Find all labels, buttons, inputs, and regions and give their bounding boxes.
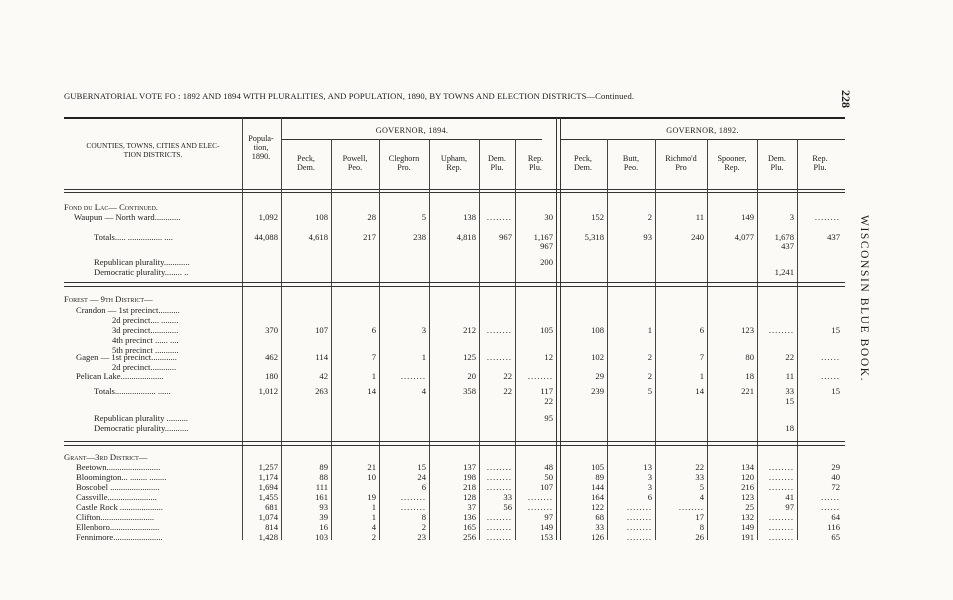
table-cell: 107 bbox=[540, 482, 553, 492]
table-cell: 2 bbox=[421, 522, 426, 532]
table-cell: ........ bbox=[527, 371, 553, 381]
table-cell: 22 bbox=[544, 396, 553, 406]
table-cell: 221 bbox=[741, 386, 754, 396]
table-cell: 216 bbox=[741, 482, 754, 492]
table-cell: 40 bbox=[831, 472, 840, 482]
table-cell: 28 bbox=[367, 212, 376, 222]
table-cell: 6 bbox=[699, 325, 704, 335]
table-cell: 88 bbox=[319, 472, 328, 482]
table-cell: 3 bbox=[789, 212, 794, 222]
row-label: Fond du Lac— Continued. bbox=[64, 202, 158, 212]
table-cell: 122 bbox=[591, 502, 604, 512]
table-cell: 116 bbox=[827, 522, 840, 532]
table-cell: 120 bbox=[741, 472, 754, 482]
table-cell: 200 bbox=[540, 257, 553, 267]
table-row bbox=[0, 371, 953, 381]
table-cell: ...... bbox=[821, 492, 840, 502]
table-cell: 11 bbox=[695, 212, 704, 222]
population-header bbox=[242, 134, 280, 161]
table-cell: 19 bbox=[367, 492, 376, 502]
table-cell: ........ bbox=[678, 502, 704, 512]
table-cell: 1,092 bbox=[258, 212, 278, 222]
column-header-line: Pro. bbox=[397, 163, 411, 172]
table-cell: ........ bbox=[768, 512, 794, 522]
row-label: 2d precinct.... ........ bbox=[112, 315, 179, 325]
table-cell: 89 bbox=[319, 462, 328, 472]
table-row bbox=[0, 294, 953, 304]
section-rule bbox=[64, 282, 845, 283]
row-label: Ellenboro....................... bbox=[76, 522, 160, 532]
table-cell: 136 bbox=[463, 512, 476, 522]
column-header-line: Peck, bbox=[297, 154, 315, 163]
page-number: 228 bbox=[839, 90, 853, 108]
stub-header-line: COUNTIES, TOWNS, CITIES AND ELEC- bbox=[86, 141, 220, 150]
row-label: Crandon — 1st precinct.......... bbox=[76, 305, 180, 315]
table-cell: 165 bbox=[463, 522, 476, 532]
column-header bbox=[758, 154, 796, 172]
column-header-line: Plu. bbox=[813, 163, 827, 172]
row-label: Castle Rock .................... bbox=[76, 502, 163, 512]
row-label: 2d precinct............ bbox=[112, 362, 177, 372]
table-cell: 4,077 bbox=[734, 232, 754, 242]
row-label: Grant—3rd District— bbox=[64, 452, 148, 462]
table-cell: 164 bbox=[591, 492, 604, 502]
table-row bbox=[0, 396, 953, 406]
column-header bbox=[380, 154, 428, 172]
table-cell: 1 bbox=[699, 371, 704, 381]
header-bottom-rule bbox=[64, 189, 845, 190]
table-cell: 23 bbox=[417, 532, 426, 542]
table-cell: 123 bbox=[741, 492, 754, 502]
row-label: Cassville....................... bbox=[76, 492, 157, 502]
table-cell: 144 bbox=[591, 482, 604, 492]
table-cell: ........ bbox=[486, 325, 512, 335]
table-cell: 18 bbox=[745, 371, 754, 381]
table-cell: 8 bbox=[421, 512, 426, 522]
table-cell: 20 bbox=[467, 371, 476, 381]
column-header-line: Upham, bbox=[440, 154, 468, 163]
column-header-line: Peck, bbox=[574, 154, 592, 163]
table-cell: 89 bbox=[595, 472, 604, 482]
table-cell: 1,074 bbox=[258, 512, 278, 522]
table-cell: 123 bbox=[741, 325, 754, 335]
table-cell: 18 bbox=[785, 423, 794, 433]
table-cell: 681 bbox=[265, 502, 278, 512]
table-cell: 93 bbox=[319, 502, 328, 512]
table-row bbox=[0, 512, 953, 522]
table-cell: 4,618 bbox=[308, 232, 328, 242]
table-cell: 22 bbox=[503, 386, 512, 396]
table-cell: 103 bbox=[315, 532, 328, 542]
table-cell: ........ bbox=[527, 502, 553, 512]
column-header-line: Pro bbox=[675, 163, 687, 172]
table-cell: 149 bbox=[540, 522, 553, 532]
table-cell: 1,455 bbox=[258, 492, 278, 502]
table-cell: 8 bbox=[699, 522, 704, 532]
table-cell: 48 bbox=[544, 462, 553, 472]
side-title: WISCONSIN BLUE BOOK. bbox=[858, 215, 870, 383]
table-row bbox=[0, 423, 953, 433]
table-cell: 4 bbox=[421, 386, 426, 396]
table-row bbox=[0, 325, 953, 335]
table-cell: ........ bbox=[626, 512, 652, 522]
table-cell: 149 bbox=[741, 212, 754, 222]
table-cell: 1 bbox=[371, 371, 376, 381]
table-cell: 15 bbox=[831, 386, 840, 396]
running-head: GUBERNATORIAL VOTE FO : 1892 AND 1894 WITH PLURALITIES, AND POPULATION, 1890, BY TOWNS AND ELECTION DISTRICTS—Continued. bbox=[64, 91, 635, 101]
table-cell: 239 bbox=[591, 386, 604, 396]
table-cell: ...... bbox=[821, 352, 840, 362]
table-row bbox=[0, 267, 953, 277]
table-cell: 6 bbox=[421, 482, 426, 492]
table-cell: ...... bbox=[821, 502, 840, 512]
table-cell: 1,167 bbox=[533, 232, 553, 242]
row-label: Boscobel ....................... bbox=[76, 482, 160, 492]
table-cell: 1,428 bbox=[258, 532, 278, 542]
row-label: Democratic plurality........ .. bbox=[94, 267, 189, 277]
row-label: 5th precinct ........... bbox=[112, 345, 179, 355]
table-cell: 22 bbox=[695, 462, 704, 472]
table-cell: 108 bbox=[591, 325, 604, 335]
table-cell: ........ bbox=[486, 212, 512, 222]
row-label: Totals..... ................ .... bbox=[94, 232, 173, 242]
column-header-line: Spooner, bbox=[717, 154, 747, 163]
section-rule bbox=[64, 445, 845, 446]
table-cell: ........ bbox=[768, 325, 794, 335]
column-header bbox=[608, 154, 654, 172]
population-header-line: 1890. bbox=[251, 152, 271, 161]
table-cell: 108 bbox=[315, 212, 328, 222]
table-row bbox=[0, 335, 953, 345]
table-cell: 15 bbox=[831, 325, 840, 335]
row-label: 4th precinct ...... .... bbox=[112, 335, 179, 345]
table-row bbox=[0, 452, 953, 462]
table-cell: 44,088 bbox=[254, 232, 278, 242]
table-cell: 4,818 bbox=[456, 232, 476, 242]
table-cell: 180 bbox=[265, 371, 278, 381]
table-cell: 256 bbox=[463, 532, 476, 542]
table-cell: 4 bbox=[699, 492, 704, 502]
table-cell: 198 bbox=[463, 472, 476, 482]
table-cell: 152 bbox=[591, 212, 604, 222]
table-cell: 15 bbox=[417, 462, 426, 472]
table-cell: 14 bbox=[695, 386, 704, 396]
table-cell: ........ bbox=[626, 502, 652, 512]
column-header-line: Peo. bbox=[623, 163, 639, 172]
table-cell: 358 bbox=[463, 386, 476, 396]
column-header bbox=[282, 154, 330, 172]
table-cell: 238 bbox=[413, 232, 426, 242]
table-row bbox=[0, 352, 953, 362]
table-cell: 111 bbox=[315, 482, 328, 492]
table-cell: 97 bbox=[544, 512, 553, 522]
table-cell: 30 bbox=[544, 212, 553, 222]
row-label: 3d precinct............. bbox=[112, 325, 179, 335]
table-top-rule bbox=[64, 117, 845, 119]
table-cell: 102 bbox=[591, 352, 604, 362]
column-header-line: Dem. bbox=[488, 154, 506, 163]
table-cell: ........ bbox=[626, 532, 652, 542]
table-row bbox=[0, 492, 953, 502]
table-cell: 153 bbox=[540, 532, 553, 542]
table-cell: 240 bbox=[691, 232, 704, 242]
table-cell: 117 bbox=[540, 386, 553, 396]
table-row bbox=[0, 386, 953, 396]
row-label: Democratic plurality........... bbox=[94, 423, 189, 433]
table-row bbox=[0, 462, 953, 472]
column-header-line: Rep. bbox=[527, 154, 544, 163]
table-cell: ........ bbox=[768, 472, 794, 482]
table-row bbox=[0, 522, 953, 532]
table-cell: ........ bbox=[768, 532, 794, 542]
table-cell: ........ bbox=[814, 212, 840, 222]
table-cell: 134 bbox=[741, 462, 754, 472]
column-header-line: Dem. bbox=[768, 154, 786, 163]
table-cell: 437 bbox=[827, 232, 840, 242]
table-cell: 5 bbox=[647, 386, 652, 396]
table-cell: 967 bbox=[499, 232, 512, 242]
column-header-line: Rep. bbox=[724, 163, 740, 172]
table-row bbox=[0, 241, 953, 251]
table-cell: 1,174 bbox=[258, 472, 278, 482]
column-header-line: Rep. bbox=[812, 154, 828, 163]
section-rule bbox=[64, 441, 845, 442]
table-cell: 218 bbox=[463, 482, 476, 492]
column-header-line: Rep. bbox=[446, 163, 462, 172]
table-cell: ........ bbox=[486, 462, 512, 472]
table-cell: 5 bbox=[421, 212, 426, 222]
table-cell: 814 bbox=[265, 522, 278, 532]
table-cell: 191 bbox=[741, 532, 754, 542]
table-cell: ........ bbox=[768, 462, 794, 472]
table-cell: 50 bbox=[544, 472, 553, 482]
table-cell: ........ bbox=[768, 482, 794, 492]
table-cell: 33 bbox=[595, 522, 604, 532]
table-cell: 114 bbox=[315, 352, 328, 362]
table-cell: 95 bbox=[544, 413, 553, 423]
table-cell: 217 bbox=[363, 232, 376, 242]
table-cell: 24 bbox=[417, 472, 426, 482]
table-cell: 1 bbox=[421, 352, 426, 362]
stub-header bbox=[64, 141, 242, 159]
table-cell: 161 bbox=[315, 492, 328, 502]
table-cell: 10 bbox=[367, 472, 376, 482]
row-label: Bloomington... ........ ........ bbox=[76, 472, 167, 482]
table-row bbox=[0, 532, 953, 542]
header-bottom-rule-2 bbox=[64, 192, 845, 193]
column-header bbox=[332, 154, 378, 172]
table-row bbox=[0, 413, 953, 423]
governor-1894-header: GOVERNOR, 1894. bbox=[375, 126, 449, 135]
table-cell: ........ bbox=[486, 482, 512, 492]
table-cell: 263 bbox=[315, 386, 328, 396]
population-header-line: tion, bbox=[253, 143, 269, 152]
table-cell: ........ bbox=[400, 492, 426, 502]
table-cell: 93 bbox=[643, 232, 652, 242]
table-cell: ........ bbox=[400, 502, 426, 512]
column-header-line: Plu. bbox=[529, 163, 542, 172]
table-row bbox=[0, 472, 953, 482]
column-header bbox=[480, 154, 514, 172]
table-cell: 56 bbox=[503, 502, 512, 512]
table-cell: 2 bbox=[647, 212, 652, 222]
table-cell: 1,241 bbox=[774, 267, 794, 277]
table-cell: 2 bbox=[647, 352, 652, 362]
table-cell: 42 bbox=[319, 371, 328, 381]
table-cell: ........ bbox=[486, 512, 512, 522]
column-header-line: Powell, bbox=[342, 154, 368, 163]
table-cell: 212 bbox=[463, 325, 476, 335]
table-cell: 29 bbox=[831, 462, 840, 472]
table-cell: 1,012 bbox=[258, 386, 278, 396]
table-cell: 11 bbox=[785, 371, 794, 381]
group-1892-rule bbox=[560, 139, 845, 140]
table-cell: 22 bbox=[503, 371, 512, 381]
table-cell: 6 bbox=[647, 492, 652, 502]
table-cell: ........ bbox=[527, 492, 553, 502]
table-cell: ...... bbox=[821, 371, 840, 381]
column-header-line: Plu. bbox=[490, 163, 504, 172]
row-label: Clifton......................... bbox=[76, 512, 155, 522]
row-label: Republican plurality............ bbox=[94, 257, 190, 267]
table-cell: 138 bbox=[463, 212, 476, 222]
row-label: Beetown......................... bbox=[76, 462, 161, 472]
column-header-line: Cleghorn bbox=[388, 154, 420, 163]
table-cell: 437 bbox=[781, 241, 794, 251]
governor-1892-header: GOVERNOR, 1892. bbox=[666, 126, 739, 135]
table-cell: 33 bbox=[503, 492, 512, 502]
column-header bbox=[798, 154, 842, 172]
table-cell: 125 bbox=[463, 352, 476, 362]
row-label: Forest — 9th District— bbox=[64, 294, 153, 304]
table-cell: 65 bbox=[831, 532, 840, 542]
table-cell: 132 bbox=[741, 512, 754, 522]
table-cell: 33 bbox=[695, 472, 704, 482]
table-cell: 126 bbox=[591, 532, 604, 542]
table-cell: 68 bbox=[595, 512, 604, 522]
table-cell: 1,678 bbox=[774, 232, 794, 242]
table-cell: 105 bbox=[540, 325, 553, 335]
table-cell: 26 bbox=[695, 532, 704, 542]
table-cell: 15 bbox=[785, 396, 794, 406]
table-cell: 370 bbox=[265, 325, 278, 335]
table-cell: 3 bbox=[421, 325, 426, 335]
table-cell: 967 bbox=[540, 241, 553, 251]
table-cell: 37 bbox=[467, 502, 476, 512]
table-cell: 16 bbox=[319, 522, 328, 532]
table-cell: 12 bbox=[544, 352, 553, 362]
table-cell: 5,318 bbox=[584, 232, 604, 242]
row-label: Republican plurality .......... bbox=[94, 413, 189, 423]
column-header bbox=[560, 154, 606, 172]
table-cell: 7 bbox=[371, 352, 376, 362]
table-cell: 7 bbox=[699, 352, 704, 362]
table-cell: ........ bbox=[626, 522, 652, 532]
stub-header-line: TION DISTRICTS. bbox=[123, 150, 183, 159]
table-cell: 33 bbox=[785, 386, 794, 396]
table-cell: 39 bbox=[319, 512, 328, 522]
table-cell: 41 bbox=[785, 492, 794, 502]
table-cell: 107 bbox=[315, 325, 328, 335]
table-row bbox=[0, 502, 953, 512]
group-1894-rule bbox=[282, 139, 542, 140]
column-header-line: Dem. bbox=[574, 163, 592, 172]
table-cell: 1,694 bbox=[258, 482, 278, 492]
table-cell: 128 bbox=[463, 492, 476, 502]
table-cell: 21 bbox=[367, 462, 376, 472]
population-header-line: Popula- bbox=[248, 134, 274, 143]
table-cell: 22 bbox=[785, 352, 794, 362]
table-cell: 2 bbox=[647, 371, 652, 381]
column-header-line: Butt, bbox=[622, 154, 640, 163]
table-cell: 149 bbox=[741, 522, 754, 532]
table-cell: 462 bbox=[265, 352, 278, 362]
table-cell: ........ bbox=[486, 472, 512, 482]
column-header-line: Peo. bbox=[347, 163, 363, 172]
table-cell: 1 bbox=[371, 512, 376, 522]
table-row bbox=[0, 315, 953, 325]
table-cell: 17 bbox=[695, 512, 704, 522]
row-label: Totals................... ...... bbox=[94, 386, 171, 396]
table-row bbox=[0, 202, 953, 212]
table-cell: 3 bbox=[647, 482, 652, 492]
table-cell: ........ bbox=[486, 352, 512, 362]
table-cell: ........ bbox=[768, 522, 794, 532]
table-cell: 72 bbox=[831, 482, 840, 492]
table-cell: 4 bbox=[371, 522, 376, 532]
column-header bbox=[708, 154, 756, 172]
table-cell: 5 bbox=[699, 482, 704, 492]
table-cell: ........ bbox=[486, 522, 512, 532]
table-row bbox=[0, 212, 953, 222]
table-cell: 1,257 bbox=[258, 462, 278, 472]
row-label: Fennimore....................... bbox=[76, 532, 163, 542]
column-header-line: Plu. bbox=[770, 163, 784, 172]
row-label: Pelican Lake.................... bbox=[76, 371, 164, 381]
table-row bbox=[0, 257, 953, 267]
table-cell: 2 bbox=[371, 532, 376, 542]
table-cell: 25 bbox=[745, 502, 754, 512]
table-cell: 14 bbox=[367, 386, 376, 396]
table-cell: 80 bbox=[745, 352, 754, 362]
table-cell: 97 bbox=[785, 502, 794, 512]
column-header bbox=[430, 154, 478, 172]
column-header bbox=[516, 154, 555, 172]
row-label: Waupun — North ward............ bbox=[74, 212, 181, 222]
table-cell: ........ bbox=[400, 371, 426, 381]
table-cell: 105 bbox=[591, 462, 604, 472]
row-label: Gagen — 1st precinct............ bbox=[76, 352, 177, 362]
table-cell: 29 bbox=[595, 371, 604, 381]
table-row bbox=[0, 482, 953, 492]
table-row bbox=[0, 305, 953, 315]
column-header-line: Dem. bbox=[297, 163, 315, 172]
table-cell: 1 bbox=[647, 325, 652, 335]
column-header bbox=[656, 154, 706, 172]
column-header-line: Richmo'd bbox=[665, 154, 697, 163]
table-cell: ........ bbox=[486, 532, 512, 542]
section-rule bbox=[64, 286, 845, 287]
table-cell: 3 bbox=[647, 472, 652, 482]
table-cell: 13 bbox=[643, 462, 652, 472]
table-cell: 1 bbox=[371, 502, 376, 512]
table-cell: 64 bbox=[831, 512, 840, 522]
table-cell: 6 bbox=[371, 325, 376, 335]
table-cell: 137 bbox=[463, 462, 476, 472]
